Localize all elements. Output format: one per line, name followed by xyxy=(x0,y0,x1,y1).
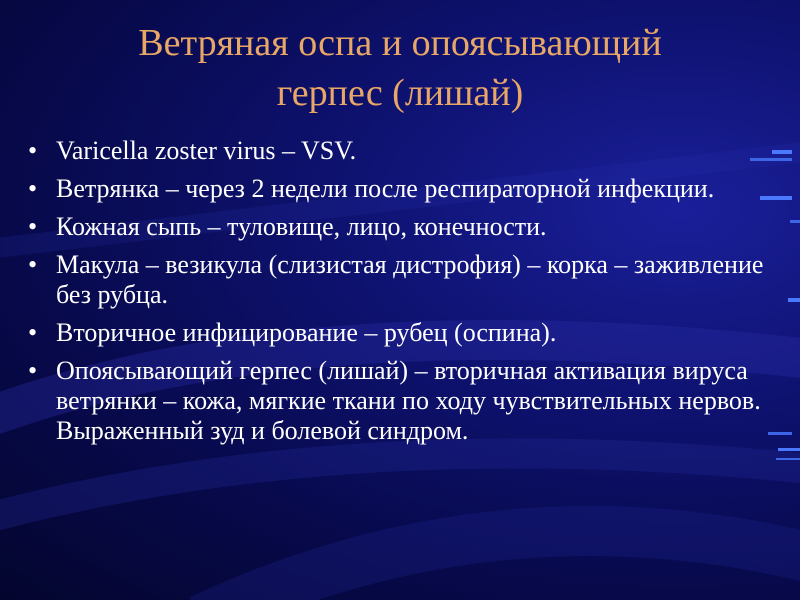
bullet-item xyxy=(28,174,788,204)
bullet-dot-icon: • xyxy=(28,212,38,241)
bullet-list xyxy=(28,136,788,454)
bullet-dot-icon: • xyxy=(28,250,38,279)
bullet-text: Кожная сыпь – туловище, лицо, конечности. xyxy=(56,212,547,241)
accent-mark xyxy=(776,458,800,460)
bullet-item xyxy=(28,212,788,242)
accent-mark xyxy=(790,220,800,223)
accent-mark xyxy=(788,298,800,302)
slide-title-line1: Ветряная оспа и опоясывающий xyxy=(138,22,662,64)
bullet-dot-icon: • xyxy=(28,174,38,203)
bullet-dot-icon: • xyxy=(28,318,38,347)
slide-title-line2: герпес (лишай) xyxy=(276,72,524,114)
bullet-dot-icon: • xyxy=(28,356,38,385)
bullet-text: Вторичное инфицирование – рубец (оспина). xyxy=(56,318,557,347)
bullet-text: Varicella zoster virus – VSV. xyxy=(56,136,357,165)
bullet-text: Макула – везикула (слизистая дистрофия) – корка – заживление без рубца. xyxy=(56,250,764,309)
bullet-dot-icon: • xyxy=(28,136,38,165)
bullet-item xyxy=(28,136,788,166)
bullet-item xyxy=(28,250,788,310)
bullet-item xyxy=(28,318,788,348)
slide-title xyxy=(40,18,760,118)
bullet-item xyxy=(28,356,788,446)
bullet-text: Опоясывающий герпес (лишай) – вторичная активация вируса ветрянки – кожа, мягкие ткани по ходу чувствительных нервов. Выраженный зуд и болевой синдром. xyxy=(56,356,761,445)
bullet-text: Ветрянка – через 2 недели после респираторной инфекции. xyxy=(56,174,715,203)
